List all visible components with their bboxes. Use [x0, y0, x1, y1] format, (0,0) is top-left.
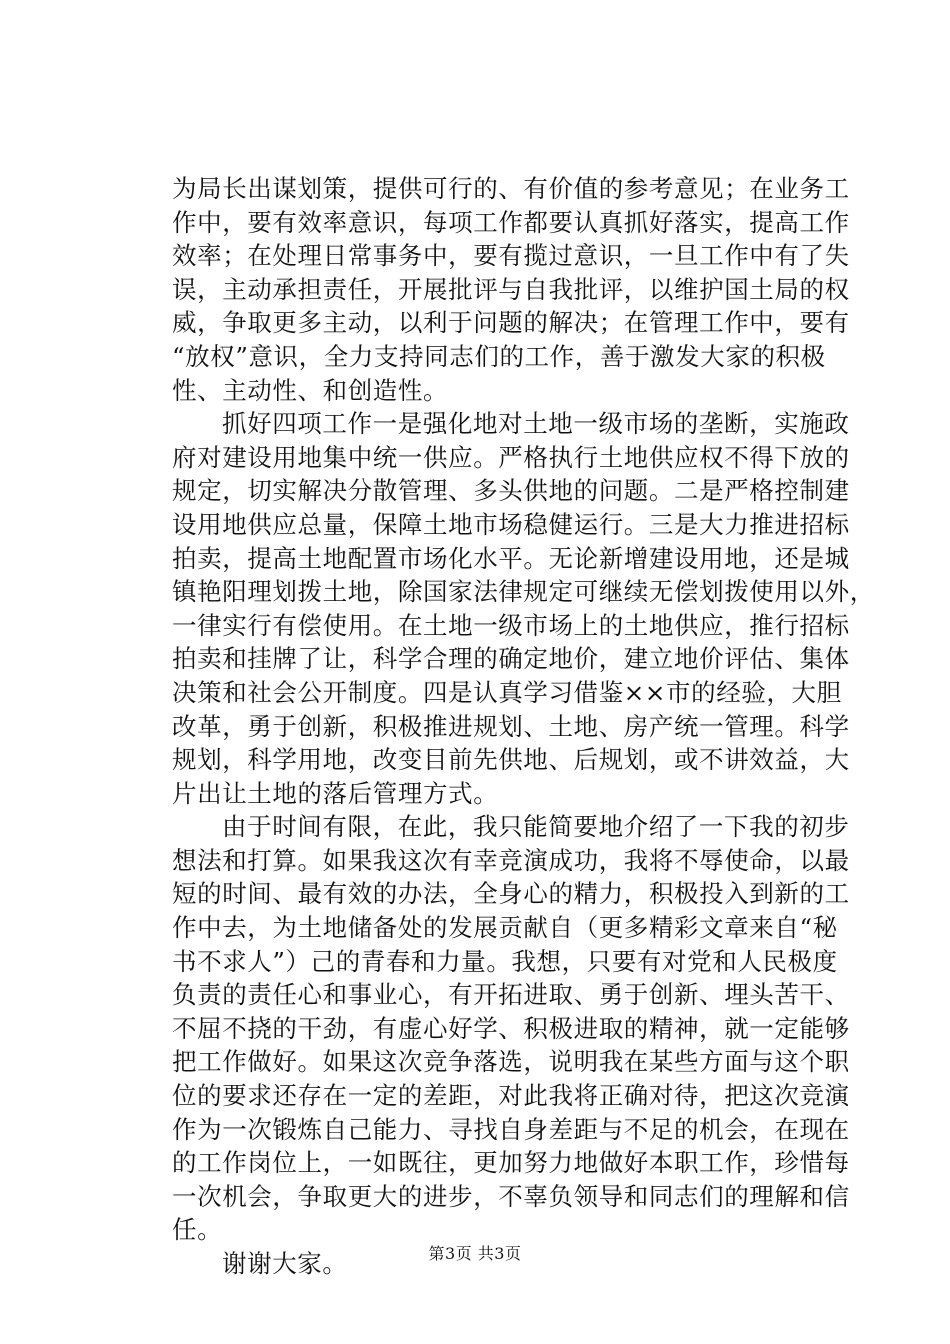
text-line: 镇艳阳理划拨土地，除国家法律规定可继续无偿划拨使用以外，	[172, 577, 875, 607]
text-line: 作中去，为土地储备处的发展贡献自（更多精彩文章来自“秘	[172, 913, 838, 943]
text-line: 不屈不挠的干劲，有虚心好学、积极进取的精神，就一定能够	[172, 1013, 850, 1043]
text-line: 抓好四项工作一是强化地对土地一级市场的垄断，实施政	[222, 409, 850, 439]
paragraph	[172, 810, 850, 1247]
text-line: 府对建设用地集中统一供应。严格执行土地供应权不得下放的	[172, 442, 850, 472]
text-line: 短的时间、最有效的办法，全身心的精力，积极投入到新的工	[172, 879, 850, 909]
text-line: 负责的责任心和事业心，有开拓进取、勇于创新、埋头苦干、	[172, 980, 850, 1010]
text-line: “放权”意识，全力支持同志们的工作，善于激发大家的积极	[172, 341, 826, 371]
paragraph	[172, 172, 850, 407]
text-line: 谢谢大家。	[222, 1249, 348, 1278]
text-line: 规划，科学用地，改变目前先供地、后规划，或不讲效益，大	[172, 745, 850, 775]
text-line: 作中，要有效率意识，每项工作都要认真抓好落实，提高工作	[172, 207, 850, 237]
text-line: 任。	[172, 1215, 223, 1245]
text-line: 位的要求还存在一定的差距，对此我将正确对待，把这次竞演	[172, 1081, 850, 1111]
text-line: 决策和社会公开制度。四是认真学习借鉴××市的经验，大胆	[172, 677, 842, 707]
text-line: 片出让土地的落后管理方式。	[172, 778, 499, 808]
text-line: 由于时间有限，在此，我只能简要地介绍了一下我的初步	[222, 812, 850, 842]
text-line: 想法和打算。如果我这次有幸竞演成功，我将不辱使命，以最	[172, 845, 850, 875]
text-line: 把工作做好。如果这次竞争落选，说明我在某些方面与这个职	[172, 1047, 850, 1077]
text-line: 拍卖和挂牌了让，科学合理的确定地价，建立地价评估、集体	[172, 644, 850, 674]
text-line: 书不求人”）己的青春和力量。我想，只要有对党和人民极度	[172, 946, 838, 976]
text-line: 一次机会，争取更大的进步，不辜负领导和同志们的理解和信	[172, 1181, 850, 1211]
text-line: 为局长出谋划策，提供可行的、有价值的参考意见；在业务工	[172, 174, 850, 203]
page-footer: 第3页 共3页	[428, 1244, 522, 1263]
text-line: 误，主动承担责任，开展批评与自我批评，以维护国土局的权	[172, 274, 850, 304]
text-line: 作为一次锻炼自己能力、寻找自身差距与不足的机会，在现在	[172, 1114, 850, 1144]
text-line: 性、主动性、和创造性。	[172, 375, 449, 405]
text-line: 一律实行有偿使用。在土地一级市场上的土地供应，推行招标	[172, 610, 850, 640]
text-line: 设用地供应总量，保障土地市场稳健运行。三是大力推进招标	[172, 509, 850, 539]
text-line: 改革，勇于创新，积极推进规划、土地、房产统一管理。科学	[172, 711, 850, 741]
text-line: 拍卖，提高土地配置市场化水平。无论新增建设用地，还是城	[172, 543, 850, 573]
text-line: 的工作岗位上，一如既往，更加努力地做好本职工作，珍惜每	[172, 1148, 850, 1178]
text-line: 规定，切实解决分散管理、多头供地的问题。二是严格控制建	[172, 476, 850, 506]
text-line: 威，争取更多主动，以利于问题的解决；在管理工作中，要有	[172, 308, 850, 338]
text-line: 效率；在处理日常事务中，要有揽过意识，一旦工作中有了失	[172, 241, 850, 271]
paragraph	[172, 407, 875, 810]
document-body	[172, 172, 875, 1281]
